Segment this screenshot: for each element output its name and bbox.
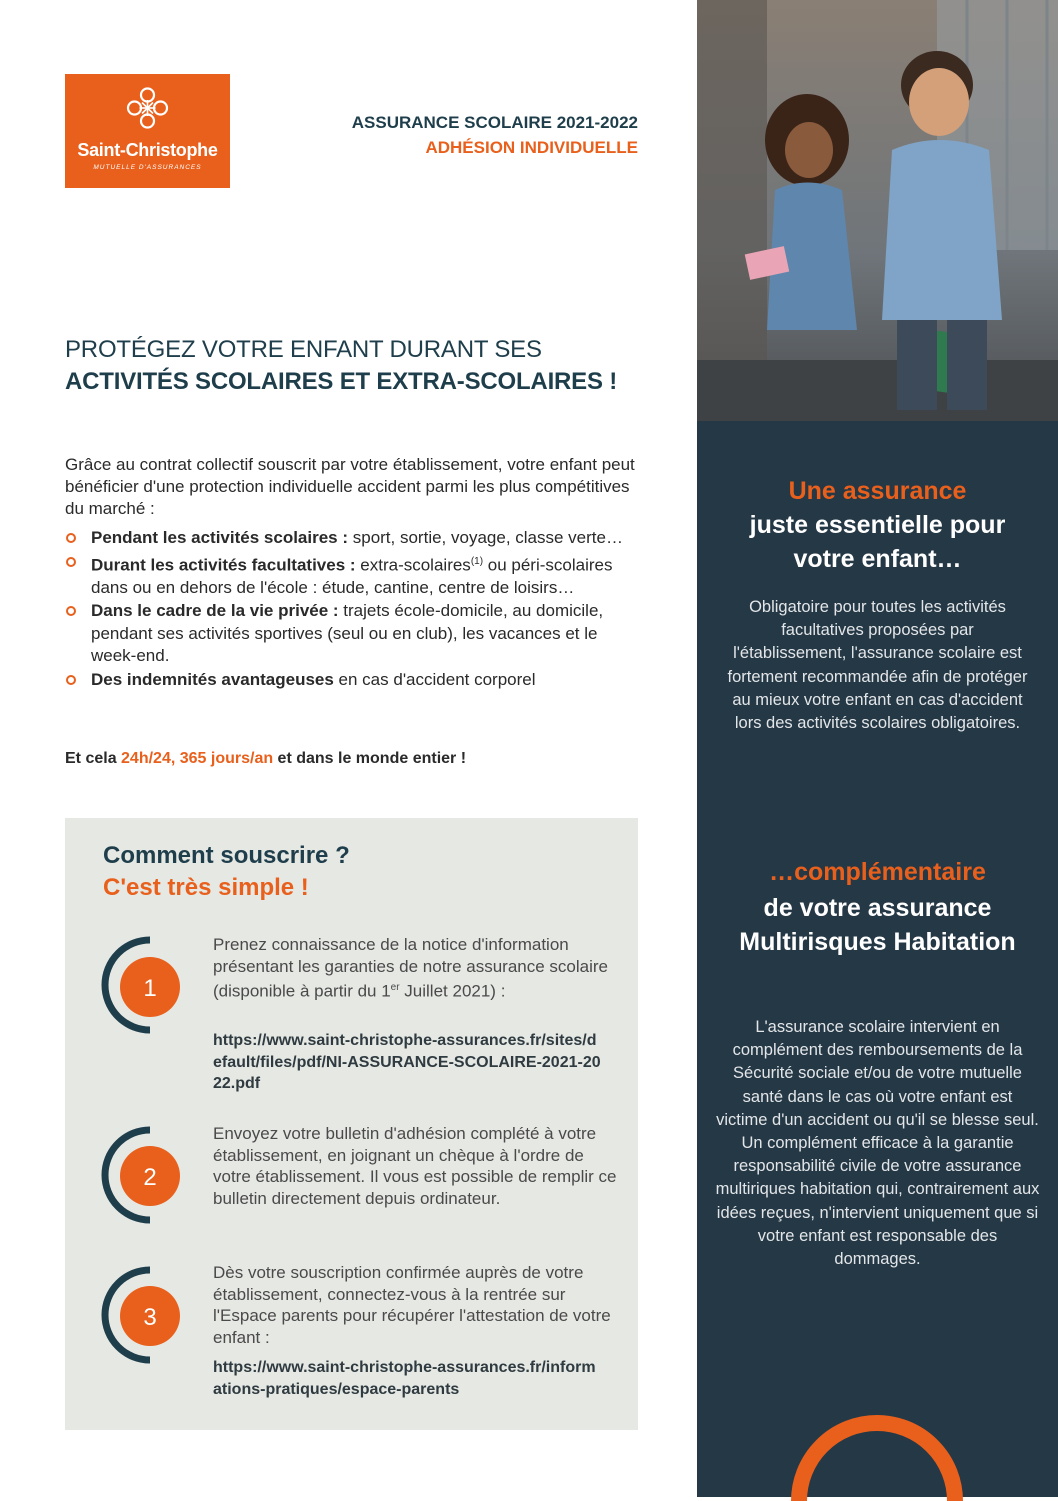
step-1-text	[213, 934, 623, 1002]
children-photo-icon	[697, 0, 1058, 421]
list-item	[65, 527, 635, 550]
bullet-bold: Des indemnités avantageuses	[91, 669, 334, 689]
bullet-bold: Durant les activités facultatives :	[91, 555, 356, 575]
bullet-text: en cas d'accident corporel	[333, 669, 536, 689]
coverage-part-2: et dans le monde entier !	[273, 750, 467, 767]
bullet-bold: Pendant les activités scolaires :	[91, 528, 349, 547]
hero-photo	[697, 0, 1058, 421]
panel-heading-2-accent: …complémentaire	[769, 858, 986, 886]
step-1-badge	[100, 935, 190, 1035]
panel-body-2: L'assurance scolaire intervient en complément des remboursements de la Sécurité sociale et/ou de votre mutuelle santé dans le cas où votre enfant est victime d'un accident ou qu'il se blesse seul. Un complément efficace à la garantie responsabilité civile de votre assurance multiriques habitation qui, contrairement aux idées reçues, n'intervient uniquement que si votre enfant est responsable des dommages.	[715, 1018, 1040, 1269]
bullet-dot-icon	[66, 675, 76, 685]
subscribe-subtitle: C'est très simple !	[103, 874, 309, 901]
step-number: 2	[143, 1164, 157, 1191]
step-1-link[interactable]: https://www.saint-christophe-assurances.fr/sites/default/files/pdf/NI-ASSURANCE-SCOLAIRE-2021-2022.pdf	[213, 1032, 601, 1092]
bullet-text: sport, sortie, voyage, classe verte…	[348, 528, 623, 547]
footnote-marker: (1)	[470, 555, 484, 567]
bullet-dot-icon	[66, 606, 76, 616]
panel-heading-1-accent: Une assurance	[788, 477, 967, 505]
step-3-text: Dès votre souscription confirmée auprès de votre établissement, connectez-vous à la rentrée sur l'Espace parents pour récupérer l'attestation de votre enfant :	[213, 1263, 611, 1347]
coverage-highlight: 24h/24, 365 jours/an	[121, 750, 274, 767]
intro-paragraph: Grâce au contrat collectif souscrit par votre établissement, votre enfant peut bénéficier d'une protection individuelle accident parmi les plus compétitives du marché :	[65, 455, 635, 518]
list-item	[65, 551, 635, 600]
decorative-arc-icon	[787, 1411, 967, 1501]
list-item	[65, 600, 635, 668]
bullet-dot-icon	[66, 533, 76, 543]
headline-line-2: ACTIVITÉS SCOLAIRES ET EXTRA-SCOLAIRES !	[65, 368, 618, 395]
bullet-text: trajets école-domicile, au domicile, pendant ses activités sportives (seul ou en club), les vacances et le week-end.	[91, 601, 604, 666]
bullet-bold: Dans le cadre de la vie privée :	[91, 601, 339, 621]
step-number: 1	[143, 975, 157, 1002]
list-item	[65, 669, 635, 692]
step-1-body-end: Juillet 2021) :	[399, 981, 506, 1001]
step-2-badge	[100, 1125, 190, 1225]
subscribe-title: Comment souscrire ?	[103, 842, 350, 869]
logo-tagline: MUTUELLE D'ASSURANCES	[93, 164, 202, 171]
header-subtitle: ADHÉSION INDIVIDUELLE	[425, 138, 638, 157]
bullet-dot-icon	[66, 557, 76, 567]
panel-heading-2: de votre assurance Multirisques Habitation	[739, 894, 1016, 956]
header-title: ASSURANCE SCOLAIRE 2021-2022	[351, 113, 638, 132]
coverage-part-1: Et cela	[65, 750, 122, 767]
step-1-body: Prenez connaissance de la notice d'information présentant les garanties de notre assurance scolaire (disponible à partir du 1	[213, 935, 609, 1001]
brand-logo	[65, 74, 230, 188]
panel-body-1: Obligatoire pour toutes les activités facultatives proposées par l'établissement, l'assurance scolaire est fortement recommandée afin de protéger au mieux votre enfant en cas d'accident lors des activités scolaires obligatoires.	[727, 598, 1028, 733]
headline-line-1: PROTÉGEZ VOTRE ENFANT DURANT SES	[65, 336, 542, 363]
right-info-panel	[697, 421, 1058, 1497]
panel-heading-1: juste essentielle pour votre enfant…	[749, 511, 1006, 573]
logo-emblem-icon	[65, 86, 230, 130]
step-2-text: Envoyez votre bulletin d'adhésion complété à votre établissement, en joignant un chèque à l'ordre de votre établissement. Il vous est possible de remplir ce bulletin directement depuis ordinateur.	[213, 1124, 617, 1208]
coverage-summary	[65, 750, 466, 768]
step-3-link[interactable]: https://www.saint-christophe-assurances.fr/informations-pratiques/espace-parents	[213, 1359, 596, 1398]
benefits-list	[65, 527, 635, 692]
step-number: 3	[143, 1304, 157, 1331]
bullet-text: extra-scolaires	[355, 555, 471, 575]
step-1-sup: er	[390, 982, 400, 993]
bullet-text-2: ou péri-scolaires dans ou en dehors de l'école : étude, cantine, centre de loisirs…	[91, 555, 613, 597]
logo-brand-name: Saint-Christophe	[77, 140, 218, 160]
step-3-badge	[100, 1265, 190, 1365]
